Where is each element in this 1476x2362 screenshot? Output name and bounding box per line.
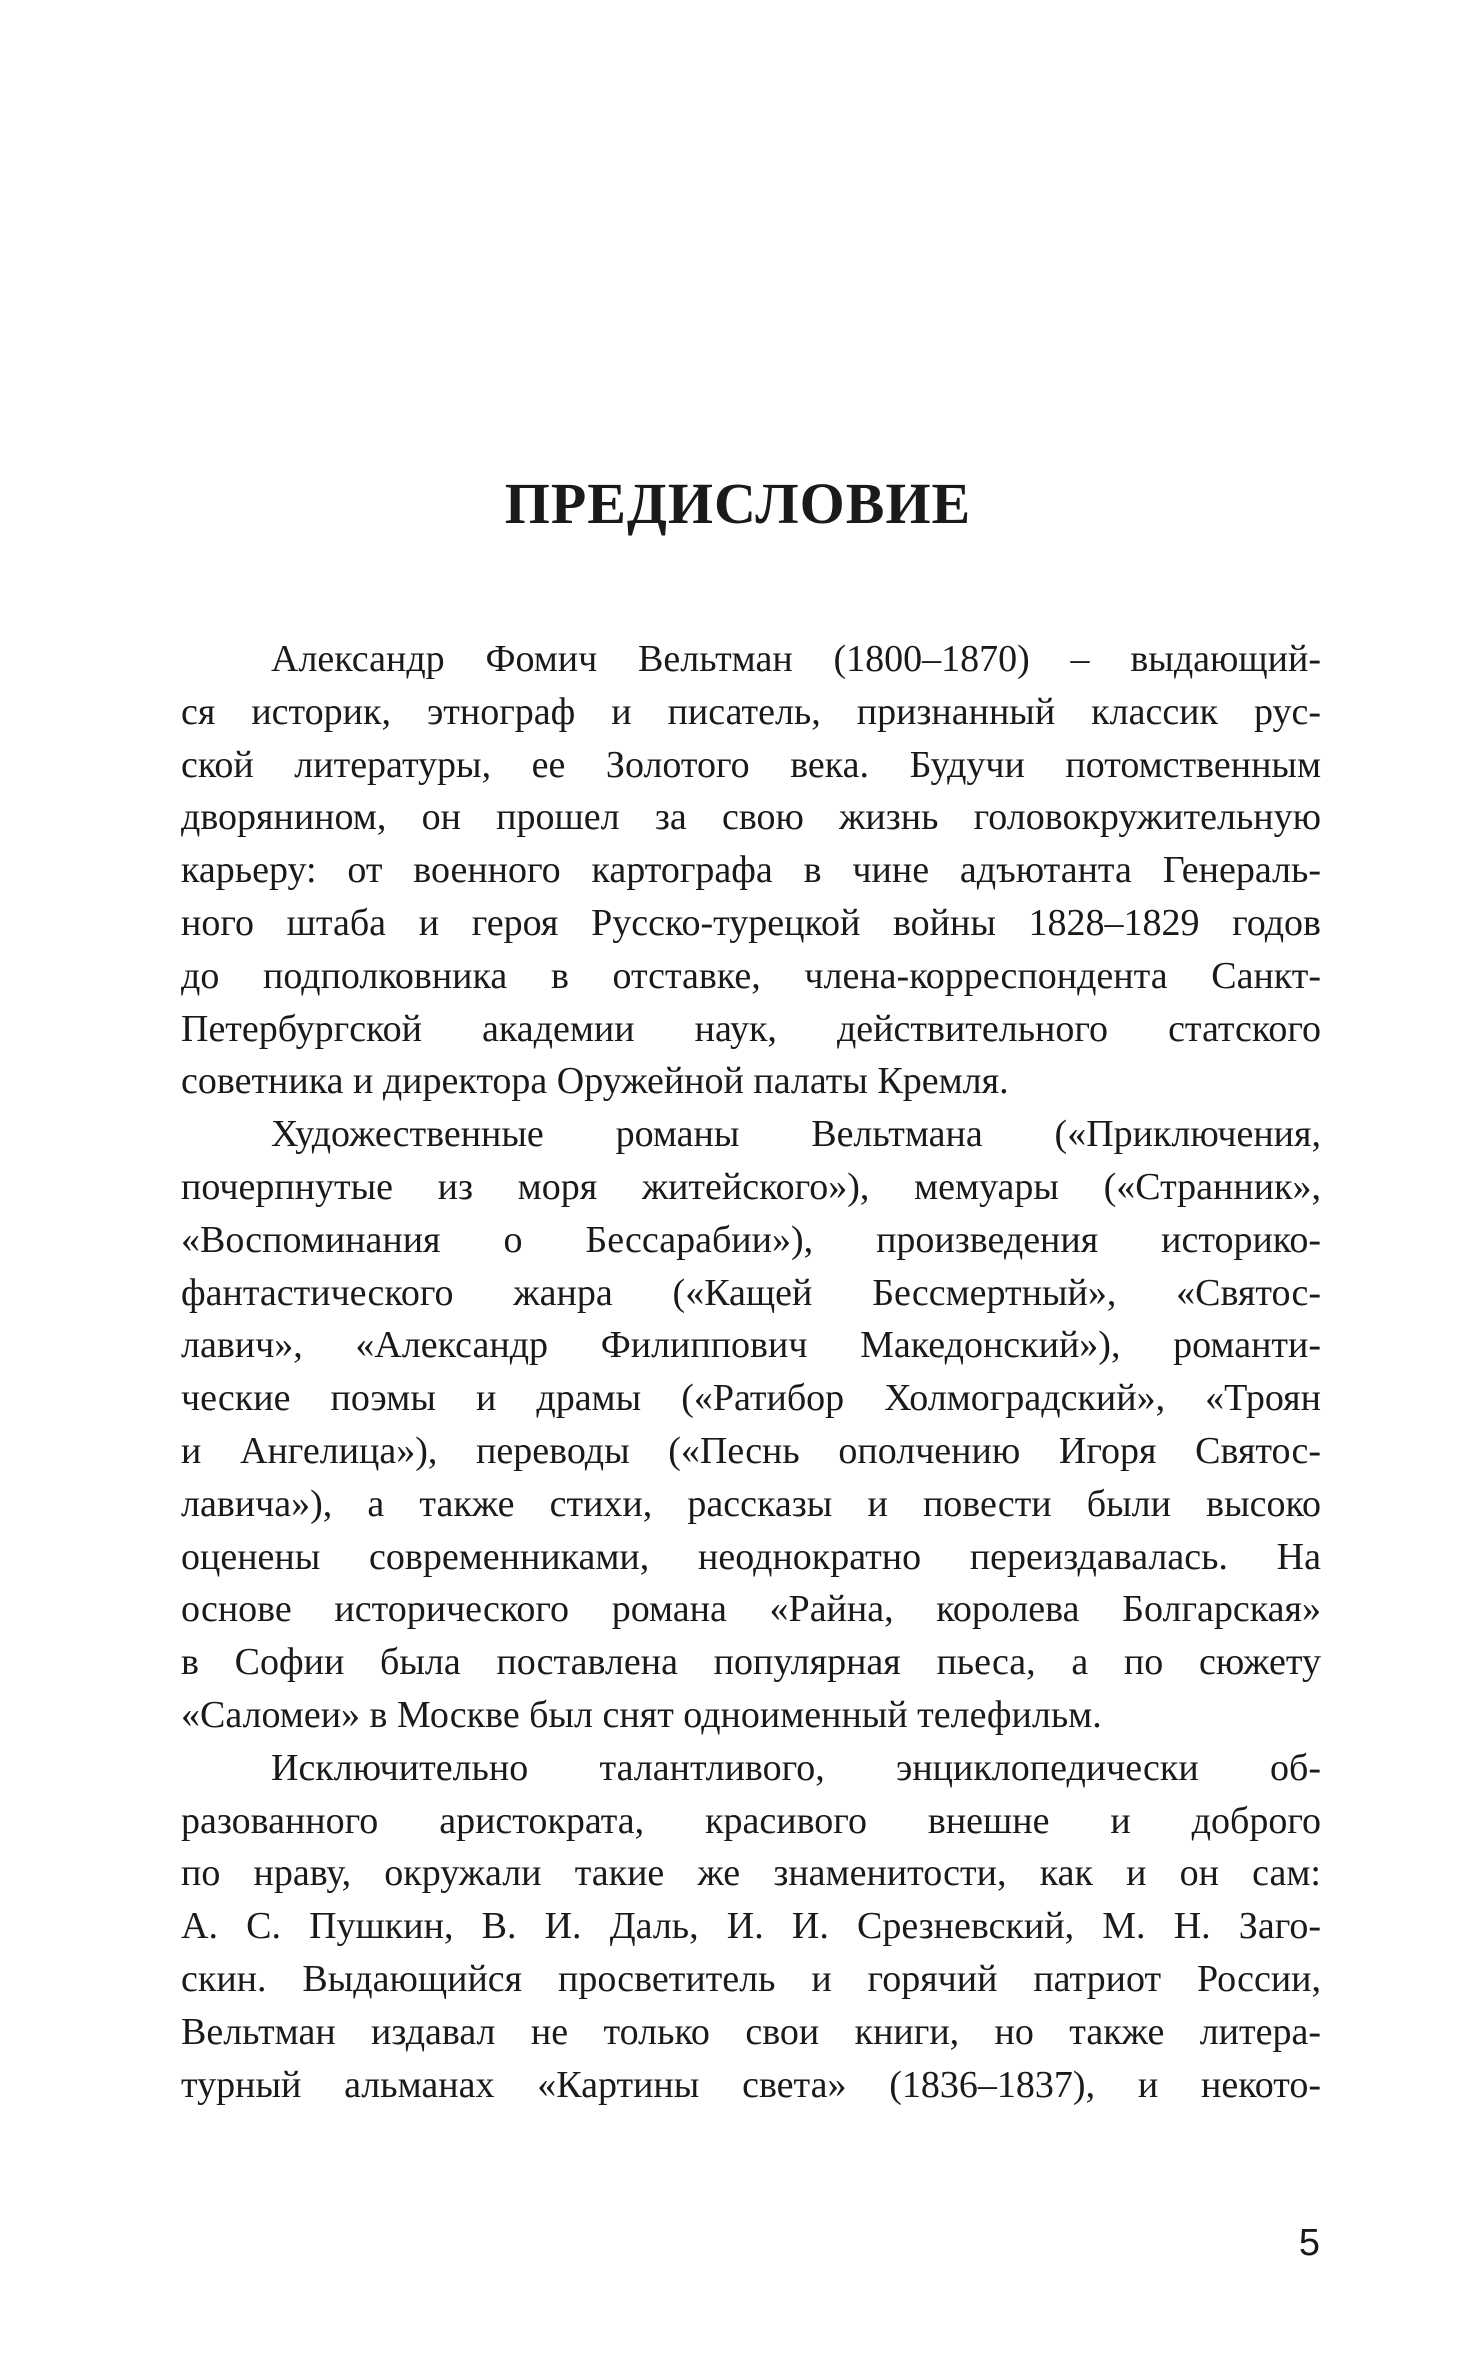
chapter-title: ПРЕДИСЛОВИЕ [504, 471, 972, 536]
text-line: в Софии была поставлена популярная пьеса, а по сюжету [181, 1641, 1321, 1684]
text-line: Художественные романы Вельтмана («Приключения, [271, 1113, 1321, 1156]
text-line: Александр Фомич Вельтман (1800–1870) – выдающий- [271, 638, 1321, 680]
paragraph [181, 633, 1321, 1108]
text-line: лавича»), а также стихи, рассказы и повести были высоко [181, 1482, 1321, 1525]
text-line: Петербургской академии наук, действительного статского [181, 1007, 1321, 1050]
text-line: разованного аристократа, красивого внешне и доброго [181, 1799, 1321, 1842]
text-line: оценены современниками, неоднократно переиздавалась. На [181, 1535, 1321, 1578]
text-line: по нраву, окружали такие же знаменитости, как и он сам: [181, 1852, 1321, 1895]
text-line: советника и директора Оружейной палаты Кремля. [181, 1060, 1009, 1103]
text-line: до подполковника в отставке, члена-корреспондента Санкт- [181, 954, 1321, 997]
text-line: ческие поэмы и драмы («Ратибор Холмоградский», «Троян [181, 1377, 1321, 1420]
text-line: турный альманах «Картины света» (1836–1837), и некото- [181, 2063, 1321, 2106]
text-line: ской литературы, ее Золотого века. Будучи потомственным [181, 743, 1321, 786]
page-number: 5 [1298, 2222, 1320, 2264]
text-line: лавич», «Александр Филиппович Македонский»), романти- [181, 1324, 1321, 1367]
text-line: фантастического жанра («Кащей Бессмертный», «Святос- [181, 1271, 1321, 1314]
text-line: Вельтман издавал не только свои книги, но также литера- [181, 2010, 1321, 2053]
body-text [181, 633, 1321, 2111]
text-line: ного штаба и героя Русско-турецкой войны 1828–1829 годов [181, 901, 1321, 944]
paragraph [181, 1742, 1321, 2112]
text-line: «Саломеи» в Москве был снят одноименный телефильм. [181, 1693, 1102, 1736]
text-line: скин. Выдающийся просветитель и горячий патриот России, [181, 1957, 1321, 2000]
text-line: и Ангелица»), переводы («Песнь ополчению Игоря Святос- [181, 1429, 1321, 1472]
paragraph [181, 1108, 1321, 1742]
text-line: Исключительно талантливого, энциклопедически об- [271, 1746, 1321, 1789]
text-line: основе исторического романа «Райна, королева Болгарская» [181, 1588, 1321, 1631]
text-line: карьеру: от военного картографа в чине адъютанта Генераль- [181, 849, 1321, 892]
text-line: почерпнутые из моря житейского»), мемуары («Странник», [181, 1165, 1321, 1208]
text-line: «Воспоминания о Бессарабии»), произведения историко- [181, 1218, 1321, 1261]
text-line: ся историк, этнограф и писатель, признанный классик рус- [181, 690, 1321, 733]
text-line: дворянином, он прошел за свою жизнь головокружительную [181, 796, 1321, 839]
text-line: А. С. Пушкин, В. И. Даль, И. И. Срезневский, М. Н. Заго- [181, 1905, 1321, 1948]
